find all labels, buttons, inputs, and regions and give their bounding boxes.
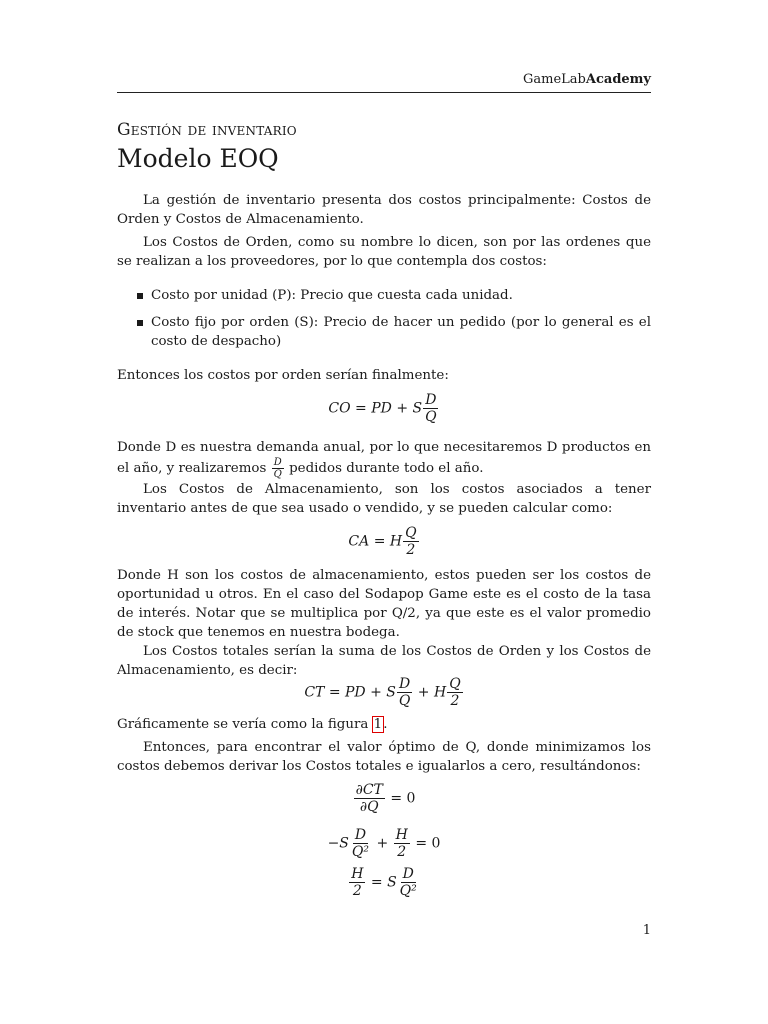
fraction: $\frac{H}{2}$ <box>395 827 408 860</box>
figure-ref-text: Gráficamente se vería como la figura <box>117 717 369 732</box>
list-item-text: Costo por unidad (P): Precio que cuesta cada unidad. <box>151 288 513 303</box>
eq-mid: + <box>376 835 389 852</box>
paragraph-order-cost-intro: Entonces los costos por orden serían finalmente: <box>117 368 449 383</box>
fraction: $\frac{D}{\text{Q²}}$ <box>399 866 417 899</box>
equation-derivative <box>117 782 651 815</box>
list-item <box>117 286 651 305</box>
section-label: Gestión de inventario <box>117 120 297 140</box>
eq-mid: + H <box>417 684 447 701</box>
cost-list <box>117 286 651 359</box>
figure-ref-period: . <box>383 717 388 732</box>
fraction: $\frac{H}{2}$ <box>351 866 364 899</box>
fraction: $\frac{D}{Q}$ <box>425 392 437 425</box>
equation-equality <box>117 866 651 899</box>
equation-derivative-expanded <box>117 827 651 860</box>
figure-link[interactable]: 1 <box>373 717 383 732</box>
eq-lhs: CO = PD + S <box>328 400 423 417</box>
paragraph-demand-text-a: Donde D es nuestra demanda anual, por lo que necesitaremos D productos en el año, y realizaremos <box>117 440 651 476</box>
fraction: $\frac{D}{\text{Q²}}$ <box>351 827 369 860</box>
running-header <box>117 72 651 93</box>
eq-lhs: CA = H <box>348 533 403 550</box>
paragraph-demand <box>117 438 651 480</box>
equation-total-cost <box>117 676 651 709</box>
paragraph-storage-costs: Los Costos de Almacenamiento, son los costos asociados a tener inventario antes de que sea usado o vendido, y se pueden calcular como: <box>117 482 651 516</box>
paragraph-total-costs: Los Costos totales serían la suma de los Costos de Orden y los Costos de Almacenamiento, es decir: <box>117 644 651 678</box>
eq-mid: = S <box>370 874 397 891</box>
bullet-marker <box>137 320 143 326</box>
eq-rhs: = 0 <box>390 790 416 807</box>
fraction: $\frac{Q}{2}$ <box>405 525 417 558</box>
page-number: 1 <box>642 923 651 938</box>
paragraph-figure-ref <box>117 715 651 734</box>
eq-rhs: = 0 <box>415 835 441 852</box>
fraction: $\frac{D}{Q}$ <box>398 676 411 709</box>
equation-storage-cost <box>117 525 651 558</box>
paragraph-order-costs: Los Costos de Orden, como su nombre lo dicen, son por las ordenes que se realizan a los proveedores, por lo que contempla dos costos: <box>117 235 651 269</box>
brand-regular: GameLab <box>523 72 586 87</box>
fraction: $\frac{\partial CT}{\partial Q}$ <box>355 782 383 815</box>
eq-lhs: CT = PD + S <box>304 684 396 701</box>
paragraph-intro: La gestión de inventario presenta dos costos principalmente: Costos de Orden y Costos de Almacenamiento. <box>117 193 651 227</box>
fraction: $\frac{Q}{2}$ <box>449 676 461 709</box>
bullet-marker <box>137 293 143 299</box>
eq-pre: −S <box>327 835 349 852</box>
paragraph-holding-explanation: Donde H son los costos de almacenamiento, estos pueden ser los costos de oportunidad u otros. En el caso del Sodapop Game este es el costo de la tasa de interés. Notar que se multiplica por Q/2, ya que este es el valor promedio de stock que tenemos en nuestra bodega. <box>117 568 651 640</box>
paragraph-derivative: Entonces, para encontrar el valor óptimo de Q, donde minimizamos los costos debemos derivar los Costos totales e igualarlos a cero, resultándonos: <box>117 740 651 774</box>
list-item <box>117 313 651 351</box>
equation-order-cost <box>117 392 651 425</box>
brand-bold: Academy <box>585 72 651 87</box>
list-item-text: Costo fijo por orden (S): Precio de hacer un pedido (por lo general es el costo de despacho) <box>151 315 651 349</box>
page-title: Modelo EOQ <box>117 144 279 173</box>
inline-fraction: $\frac{D}{Q}$ <box>273 457 282 480</box>
paragraph-demand-text-b: pedidos durante todo el año. <box>289 461 484 476</box>
